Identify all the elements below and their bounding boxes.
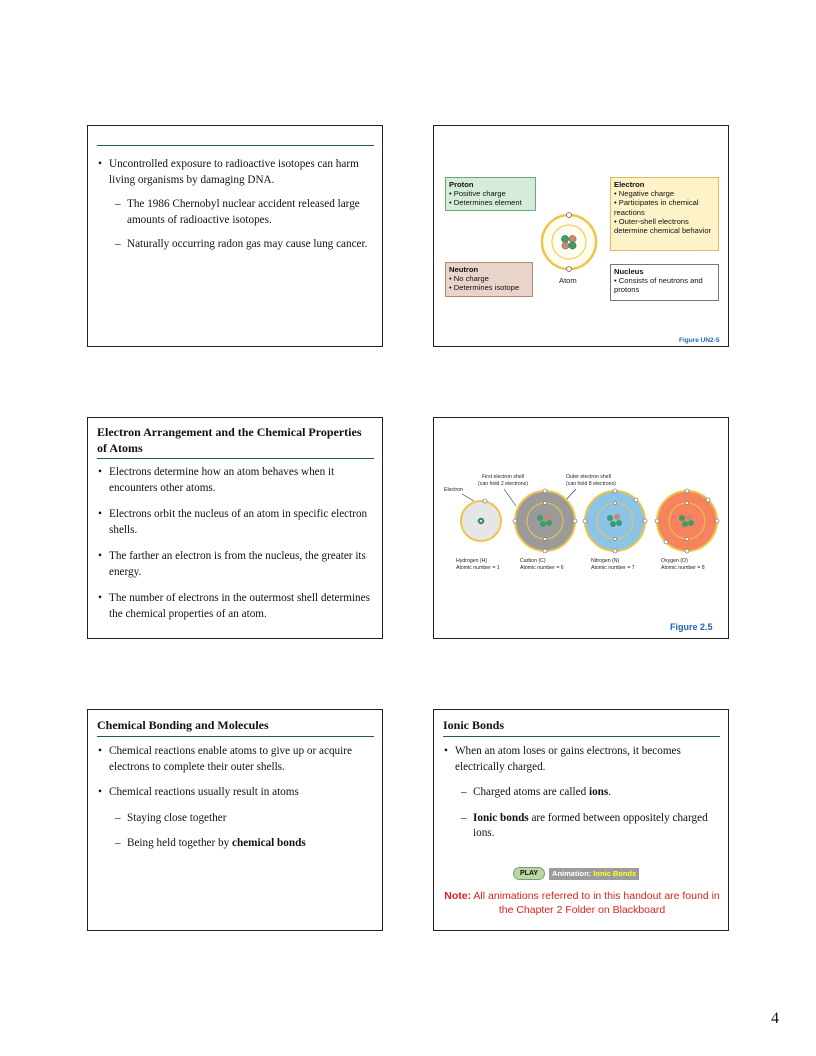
hydrogen-atom-icon	[461, 499, 501, 541]
slide-ionic-bonds	[433, 709, 729, 931]
title-divider	[97, 145, 374, 146]
atom-caption-carbon: Carbon (C) Atomic number = 6	[520, 558, 564, 571]
slide-radioactive-isotopes	[87, 125, 383, 347]
atom-caption-hydrogen: Hydrogen (H) Atomic number = 1	[456, 558, 500, 571]
bullet-item: • Uncontrolled exposure to radioactive isotopes can harm living organisms by damaging DNA.	[97, 157, 372, 188]
animation-link[interactable]: Animation: Ionic Bonds	[549, 868, 639, 880]
bullet-list	[97, 157, 372, 253]
neutron-title: Neutron	[449, 265, 479, 274]
slide-title: Chemical Bonding and Molecules	[97, 718, 269, 732]
electron-line: • Participates in chemical reactions	[614, 198, 699, 217]
slide-electron-shells-figure	[433, 417, 729, 639]
slide-title: Ionic Bonds	[443, 718, 505, 732]
bullet-item: • Electrons orbit the nucleus of an atom in specific electron shells.	[97, 507, 372, 538]
electron-line: • Negative charge	[614, 189, 675, 199]
proton-line: • Determines element	[449, 198, 522, 208]
figure-label: Figure UN2-5	[679, 337, 720, 344]
neutron-icon	[569, 235, 576, 242]
sub-bullet-item: – The 1986 Chernobyl nuclear accident released large amounts of radioactive isotopes.	[97, 197, 372, 228]
electron-line: • Outer-shell electrons determine chemical behavior	[614, 216, 712, 236]
electron-callout	[610, 177, 719, 251]
oxygen-atom-icon	[655, 489, 719, 553]
nucleus-callout	[610, 264, 719, 301]
animation-note: Note: All animations referred to in this handout are found in the Chapter 2 Folder on Blackboard	[444, 890, 720, 916]
bullet-list	[97, 465, 372, 622]
sub-bullet-item: – Being held together by chemical bonds	[97, 836, 372, 852]
proton-icon	[569, 242, 576, 249]
title-divider	[97, 736, 374, 737]
atom-caption-oxygen: Oxygen (O) Atomic number = 8	[661, 558, 705, 571]
proton-line: • Positive charge	[449, 189, 506, 199]
play-animation-button[interactable]	[513, 867, 639, 880]
proton-icon	[561, 235, 568, 242]
neutron-icon	[562, 242, 569, 249]
bullet-item: • Chemical reactions enable atoms to give up or acquire electrons to complete their outer shells.	[97, 744, 372, 775]
sub-bullet-item: – Naturally occurring radon gas may cause lung cancer.	[97, 237, 372, 253]
sub-bullet-item: – Charged atoms are called ions.	[443, 785, 718, 801]
outer-shell-label: Outer electron shell (can hold 8 electrons)	[566, 474, 616, 487]
neutron-callout	[445, 262, 533, 297]
electron-title: Electron	[614, 180, 645, 189]
neutron-line: • Determines isotope	[449, 283, 520, 293]
proton-title: Proton	[449, 180, 474, 189]
page-number: 4	[771, 1010, 779, 1027]
bullet-list	[443, 744, 718, 842]
electron-pointer-label: Electron	[444, 487, 464, 493]
nitrogen-atom-icon	[583, 489, 647, 553]
play-button[interactable]: PLAY	[513, 867, 545, 880]
title-divider	[443, 736, 720, 737]
atom-diagram	[534, 204, 604, 284]
atom-caption-nitrogen: Nitrogen (N) Atomic number = 7	[591, 558, 635, 571]
bullet-item: • The farther an electron is from the nucleus, the greater its energy.	[97, 549, 372, 580]
atom-label: Atom	[559, 276, 577, 285]
slide-atom-structure-figure	[433, 125, 729, 347]
bullet-item: • When an atom loses or gains electrons, it becomes electrically charged.	[443, 744, 718, 775]
title-divider	[97, 458, 374, 459]
slide-title: Electron Arrangement and the Chemical Properties of Atoms	[97, 425, 362, 455]
nucleus-title: Nucleus	[614, 267, 644, 276]
sub-bullet-item: – Ionic bonds are formed between oppositely charged ions.	[443, 811, 718, 842]
sub-bullet-item: – Staying close together	[97, 811, 372, 827]
figure-label: Figure 2.5	[670, 622, 713, 632]
electron-icon	[567, 267, 572, 272]
bullet-list	[97, 744, 372, 852]
electron-icon	[567, 213, 572, 218]
neutron-line: • No charge	[449, 274, 489, 284]
bullet-item: • Electrons determine how an atom behaves when it encounters other atoms.	[97, 465, 372, 496]
bullet-item: • The number of electrons in the outermost shell determines the chemical properties of an atom.	[97, 591, 372, 622]
slide-electron-arrangement	[87, 417, 383, 639]
first-shell-label: First electron shell (can hold 2 electrons)	[478, 474, 528, 487]
proton-callout	[445, 177, 536, 211]
nucleus-line: • Consists of neutrons and protons	[614, 276, 703, 295]
slide-chemical-bonding	[87, 709, 383, 931]
bullet-item: • Chemical reactions usually result in atoms	[97, 785, 372, 801]
